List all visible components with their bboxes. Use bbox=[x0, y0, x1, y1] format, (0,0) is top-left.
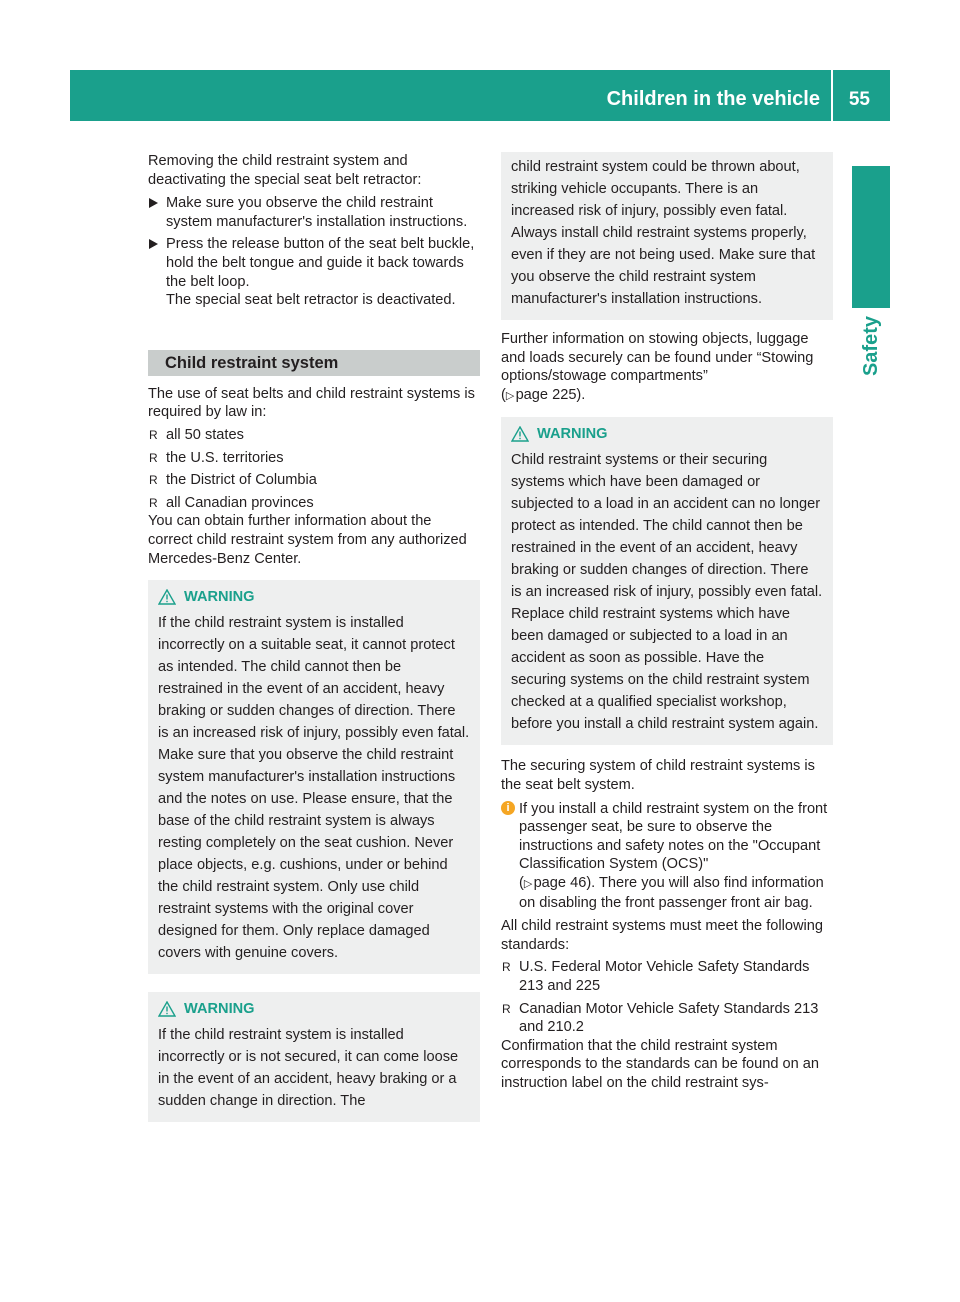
left-column bbox=[148, 152, 480, 1122]
warning-text: Always install child restraint systems properly, even if they are not being used. Make sure that you observe the child restraint system manufacturer's installation instructions. bbox=[511, 225, 816, 307]
standards-intro: All child restraint systems must meet the following standards: bbox=[501, 918, 823, 953]
info-text: If you install a child restraint system on the front passenger seat, be sure to observe the instructions and safety notes on the "Occupant Classification System (OCS)" bbox=[519, 800, 828, 873]
warning-label: WARNING bbox=[184, 1001, 255, 1018]
page-number: 55 bbox=[848, 89, 870, 110]
header-divider bbox=[831, 70, 833, 121]
list-item: R Canadian Motor Vehicle Safety Standards 213 and 210.2 bbox=[501, 1000, 833, 1037]
warning-text: child restraint system could be thrown about, striking vehicle occupants. There is an increased risk of injury, possibly even fatal. bbox=[511, 159, 800, 219]
warning-triangle-icon bbox=[158, 1001, 176, 1017]
side-tab-label bbox=[852, 316, 890, 436]
warning-box bbox=[148, 580, 480, 974]
warning-text: Make sure that you observe the child restraint system manufacturer's installation instructions and the notes on use. Please ensure, that the base of the child restraint system is always resting completely on the seat cushion. Never place objects, e.g. cushions, under or behind the child restraint system. Only use child restraint systems with the original cover designed for them. Only replace damaged covers with genuine covers. bbox=[158, 747, 456, 962]
side-tab-marker bbox=[852, 166, 890, 308]
page-ref-arrow-icon: ▷ bbox=[505, 389, 515, 402]
securing-text: The securing system of child restraint systems is the seat belt system. bbox=[501, 758, 815, 793]
warning-label: WARNING bbox=[184, 589, 255, 606]
list-item: R all 50 states bbox=[148, 426, 480, 445]
removal-intro: Removing the child restraint system and deactivating the special seat belt retractor: bbox=[148, 153, 422, 188]
warning-triangle-icon bbox=[511, 426, 529, 442]
stowing-text: Further information on stowing objects, luggage and loads securely can be found under “Stowing options/stowage compartments” bbox=[501, 331, 814, 385]
chapter-title: Children in the vehicle bbox=[606, 88, 820, 110]
warning-text: Child restraint systems or their securing systems which have been damaged or subjected to a load in an accident can no longer protect as intended. The child cannot then be restrained in the event of an accident, heavy braking or sudden changes of direction. There is an increased risk of injury, possibly even fatal. bbox=[511, 452, 823, 601]
confirmation-text: Confirmation that the child restraint system corresponds to the standards can be found on an instruction label on the child restraint sys- bbox=[501, 1037, 820, 1091]
right-column bbox=[501, 152, 833, 1097]
info-ref-text: page 46). There you will also find information on disabling the front passenger front air bag. bbox=[519, 874, 824, 911]
list-item: R U.S. Federal Motor Vehicle Safety Standards 213 and 225 bbox=[501, 958, 833, 995]
section-title: Child restraint system bbox=[148, 350, 480, 376]
warning-box bbox=[148, 992, 480, 1122]
warning-label: WARNING bbox=[537, 426, 608, 443]
warning-title bbox=[158, 586, 470, 608]
warning-text: Replace child restraint systems which have been damaged or subjected to a load in an accident as soon as possible. Have the securing systems on the child restraint system checked at a qualified specialist workshop, before you install a child restraint system again. bbox=[511, 606, 819, 733]
further-info: You can obtain further information about the correct child restraint system from any authorized Mercedes-Benz Center. bbox=[148, 513, 467, 567]
warning-triangle-icon bbox=[158, 589, 176, 605]
warning-text: If the child restraint system is installed incorrectly on a suitable seat, it cannot protect as intended. The child cannot then be restrained in the event of an accident, heavy braking or sudden changes of direction. There is an increased risk of injury, possibly even fatal. bbox=[158, 615, 470, 742]
page-ref-arrow-icon: ▷ bbox=[523, 877, 533, 890]
list-item: R all Canadian provinces bbox=[148, 494, 480, 513]
info-note: i If you install a child restraint system on the front passenger seat, be sure to observe the instructions and safety notes on the "Occupant Classification System (OCS)" (▷ page 46). There you will also find information on disabling the front passenger front air bag. bbox=[501, 800, 833, 913]
list-item: R the U.S. territories bbox=[148, 449, 480, 468]
stowing-ref-text: page 225). bbox=[515, 386, 586, 403]
warning-continued-box bbox=[501, 152, 833, 320]
side-tab-text: Safety bbox=[860, 316, 882, 377]
warning-text: If the child restraint system is installed incorrectly or is not secured, it can come loose in the event of an accident, heavy braking or a sudden change in direction. The bbox=[158, 1027, 459, 1110]
header-bar bbox=[70, 70, 890, 121]
info-icon: i bbox=[501, 801, 515, 815]
warning-title bbox=[511, 423, 823, 445]
warning-title bbox=[158, 998, 470, 1020]
step-item: Make sure you observe the child restraint system manufacturer's installation instructions. bbox=[148, 194, 480, 231]
list-item: R the District of Columbia bbox=[148, 471, 480, 490]
warning-box bbox=[501, 417, 833, 745]
step-text: Press the release button of the seat belt buckle, hold the belt tongue and guide it back towards the belt loop. bbox=[166, 236, 475, 290]
section-intro: The use of seat belts and child restraint systems is required by law in: bbox=[148, 385, 475, 421]
step-result: The special seat belt retractor is deactivated. bbox=[166, 292, 456, 309]
step-item bbox=[148, 235, 480, 309]
stowing-ref: (▷ page 225). bbox=[501, 386, 586, 403]
